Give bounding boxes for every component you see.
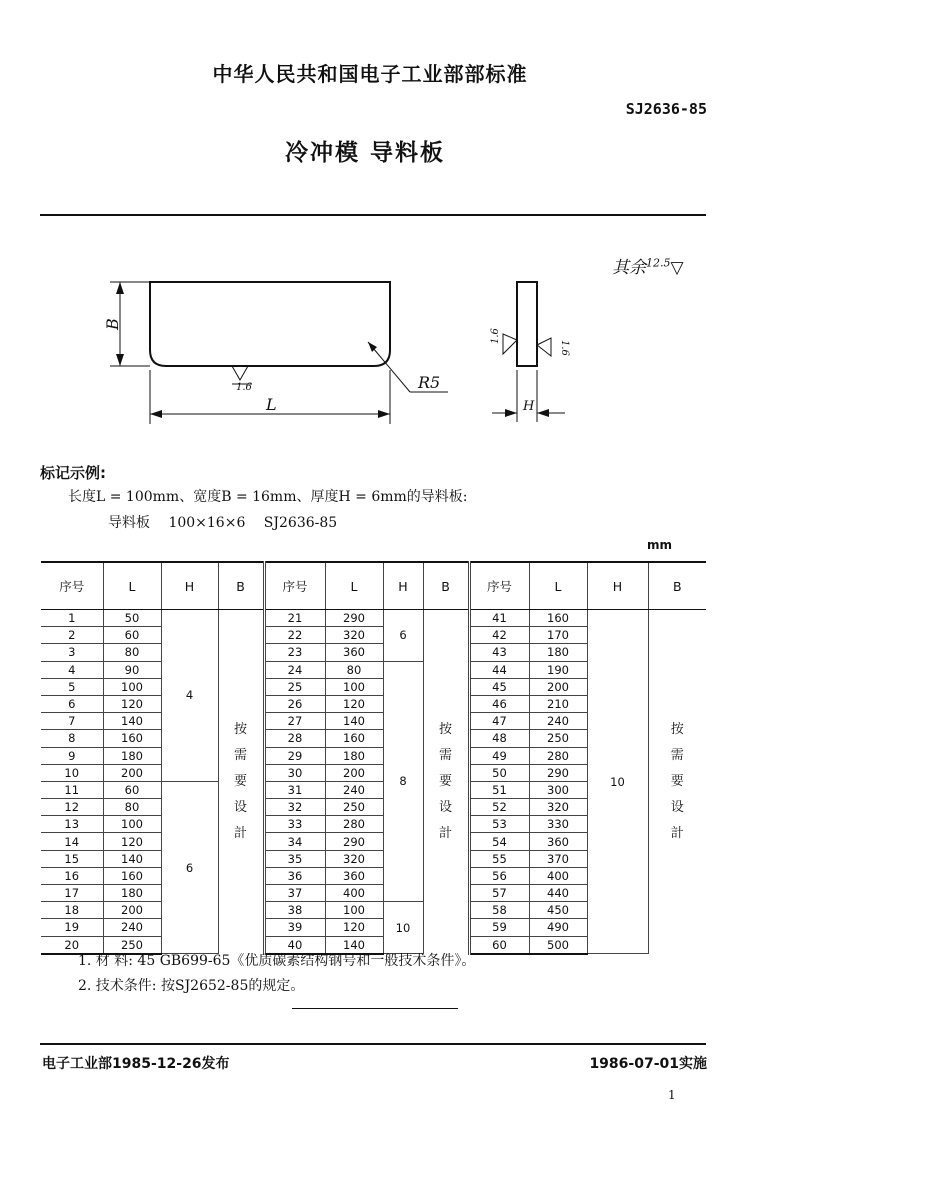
cell-l: 140 <box>325 713 383 730</box>
marking-example-heading: 标记示例: <box>40 464 106 482</box>
document-title: 冷冲模 导料板 <box>284 140 445 166</box>
end-rule <box>292 1008 458 1009</box>
organization-title: 中华人民共和国电子工业部部标准 <box>212 62 528 86</box>
cell-no: 42 <box>469 627 529 644</box>
cell-l: 400 <box>325 885 383 902</box>
cell-no: 57 <box>469 885 529 902</box>
cell-h: 8 <box>383 661 423 902</box>
cell-no: 7 <box>41 713 103 730</box>
cell-no: 11 <box>41 781 103 798</box>
cell-l: 300 <box>529 781 587 798</box>
cell-l: 250 <box>103 936 161 954</box>
plate-front-view <box>150 282 390 366</box>
cell-no: 34 <box>264 833 325 850</box>
cell-no: 51 <box>469 781 529 798</box>
cell-b-char: 計 <box>233 825 247 841</box>
marking-example-description: 长度L = 100mm、宽度B = 16mm、厚度H = 6mm的导料板: <box>68 489 468 505</box>
cell-l: 240 <box>325 781 383 798</box>
cell-no: 40 <box>264 936 325 954</box>
cell-no: 56 <box>469 867 529 884</box>
roughness-right-value: 1.6 <box>559 340 570 356</box>
cell-l: 320 <box>529 799 587 816</box>
cell-no: 55 <box>469 850 529 867</box>
cell-l: 160 <box>529 610 587 627</box>
cell-l: 60 <box>103 781 161 798</box>
cell-no: 28 <box>264 730 325 747</box>
cell-l: 370 <box>529 850 587 867</box>
column-header-b: B <box>648 562 706 610</box>
cell-b-char: 要 <box>438 773 452 789</box>
standard-number: SJ2636-85 <box>625 100 707 118</box>
cell-l: 200 <box>325 764 383 781</box>
cell-l: 290 <box>325 833 383 850</box>
bottom-rule <box>40 1043 706 1045</box>
cell-no: 50 <box>469 764 529 781</box>
cell-no: 12 <box>41 799 103 816</box>
cell-b-char: 要 <box>670 773 684 789</box>
cell-no: 6 <box>41 695 103 712</box>
cell-b-char: 设 <box>438 799 452 815</box>
cell-no: 15 <box>41 850 103 867</box>
table-body <box>41 610 706 954</box>
top-rule <box>40 214 706 216</box>
cell-no: 49 <box>469 747 529 764</box>
cell-l: 80 <box>103 799 161 816</box>
page-number: 1 <box>668 1088 676 1102</box>
note-technical-conditions: 2. 技术条件: 按SJ2652-85的规定。 <box>78 978 305 994</box>
column-header-no: 序号 <box>264 562 325 610</box>
cell-no: 20 <box>41 936 103 954</box>
dim-L-label: L <box>266 395 277 414</box>
roughness-left-icon <box>503 334 517 354</box>
column-header-h: H <box>161 562 218 610</box>
column-header-no: 序号 <box>41 562 103 610</box>
cell-no: 19 <box>41 919 103 936</box>
cell-b-char: 按 <box>438 721 452 737</box>
cell-b-design-as-needed <box>423 610 469 954</box>
cell-l: 140 <box>103 850 161 867</box>
cell-l: 180 <box>325 747 383 764</box>
cell-no: 30 <box>264 764 325 781</box>
unit-label: mm <box>646 538 672 552</box>
cell-no: 41 <box>469 610 529 627</box>
cell-l: 190 <box>529 661 587 678</box>
cell-l: 100 <box>325 678 383 695</box>
cell-l: 180 <box>103 747 161 764</box>
cell-l: 250 <box>325 799 383 816</box>
cell-no: 43 <box>469 644 529 661</box>
issue-date: 电子工业部1985-12-26发布 <box>42 1056 230 1072</box>
cell-no: 37 <box>264 885 325 902</box>
cell-no: 45 <box>469 678 529 695</box>
cell-b-char: 計 <box>438 825 452 841</box>
column-header-no: 序号 <box>469 562 529 610</box>
cell-l: 360 <box>325 867 383 884</box>
cell-l: 200 <box>103 764 161 781</box>
column-header-b: B <box>218 562 264 610</box>
roughness-bottom-value: 1.6 <box>236 382 252 393</box>
roughness-bottom-icon <box>232 366 248 380</box>
table-row <box>41 610 706 627</box>
cell-no: 16 <box>41 867 103 884</box>
cell-l: 50 <box>103 610 161 627</box>
cell-no: 27 <box>264 713 325 730</box>
cell-b-char: 要 <box>233 773 247 789</box>
cell-no: 8 <box>41 730 103 747</box>
dimension-table <box>41 561 706 955</box>
cell-no: 54 <box>469 833 529 850</box>
cell-no: 47 <box>469 713 529 730</box>
cell-l: 140 <box>103 713 161 730</box>
cell-l: 120 <box>325 695 383 712</box>
cell-b-char: 按 <box>233 721 247 737</box>
cell-no: 32 <box>264 799 325 816</box>
cell-l: 360 <box>325 644 383 661</box>
cell-l: 180 <box>529 644 587 661</box>
cell-l: 280 <box>529 747 587 764</box>
cell-no: 4 <box>41 661 103 678</box>
cell-no: 25 <box>264 678 325 695</box>
cell-l: 140 <box>325 936 383 954</box>
cell-h: 6 <box>161 781 218 953</box>
cell-b-char: 按 <box>670 721 684 737</box>
cell-l: 160 <box>103 867 161 884</box>
cell-no: 22 <box>264 627 325 644</box>
cell-no: 2 <box>41 627 103 644</box>
cell-no: 35 <box>264 850 325 867</box>
column-header-h: H <box>587 562 648 610</box>
cell-no: 36 <box>264 867 325 884</box>
cell-l: 200 <box>529 678 587 695</box>
cell-l: 200 <box>103 902 161 919</box>
cell-no: 10 <box>41 764 103 781</box>
table-header <box>41 562 706 610</box>
cell-no: 29 <box>264 747 325 764</box>
cell-no: 17 <box>41 885 103 902</box>
dim-B-label: B <box>103 318 122 330</box>
cell-h: 10 <box>587 610 648 954</box>
cell-l: 180 <box>103 885 161 902</box>
cell-b-char: 需 <box>670 747 684 763</box>
roughness-note-text: 其余 <box>612 258 646 278</box>
cell-l: 280 <box>325 816 383 833</box>
cell-l: 240 <box>529 713 587 730</box>
cell-l: 120 <box>103 695 161 712</box>
cell-b-char: 设 <box>233 799 247 815</box>
cell-b-design-as-needed <box>648 610 706 954</box>
cell-no: 5 <box>41 678 103 695</box>
cell-b-char: 设 <box>670 799 684 815</box>
roughness-check-icon: ▽ <box>670 258 684 278</box>
cell-b-char: 需 <box>233 747 247 763</box>
plate-side-view <box>517 282 537 366</box>
column-header-h: H <box>383 562 423 610</box>
cell-l: 360 <box>529 833 587 850</box>
cell-no: 3 <box>41 644 103 661</box>
cell-l: 100 <box>103 816 161 833</box>
cell-l: 240 <box>103 919 161 936</box>
dim-H-label: H <box>523 399 535 414</box>
cell-no: 18 <box>41 902 103 919</box>
column-header-b: B <box>423 562 469 610</box>
cell-b-char: 計 <box>670 825 684 841</box>
cell-l: 160 <box>325 730 383 747</box>
cell-no: 24 <box>264 661 325 678</box>
cell-no: 1 <box>41 610 103 627</box>
cell-l: 80 <box>103 644 161 661</box>
cell-l: 490 <box>529 919 587 936</box>
cell-h: 4 <box>161 610 218 782</box>
cell-l: 500 <box>529 936 587 954</box>
note-material: 1. 材 料: 45 GB699-65《优质碳素结构钢号和一般技术条件》。 <box>78 953 476 969</box>
cell-no: 44 <box>469 661 529 678</box>
cell-no: 46 <box>469 695 529 712</box>
cell-no: 59 <box>469 919 529 936</box>
cell-h: 6 <box>383 610 423 662</box>
column-header-l: L <box>529 562 587 610</box>
cell-l: 290 <box>529 764 587 781</box>
cell-no: 14 <box>41 833 103 850</box>
cell-l: 320 <box>325 850 383 867</box>
cell-no: 31 <box>264 781 325 798</box>
cell-no: 13 <box>41 816 103 833</box>
cell-no: 33 <box>264 816 325 833</box>
cell-b-design-as-needed <box>218 610 264 954</box>
cell-l: 120 <box>103 833 161 850</box>
cell-no: 60 <box>469 936 529 954</box>
marking-example-designation: 导料板 100×16×6 SJ2636-85 <box>108 515 338 531</box>
cell-l: 160 <box>103 730 161 747</box>
cell-h: 10 <box>383 902 423 954</box>
cell-no: 26 <box>264 695 325 712</box>
column-header-l: L <box>103 562 161 610</box>
cell-no: 48 <box>469 730 529 747</box>
cell-l: 100 <box>325 902 383 919</box>
cell-l: 450 <box>529 902 587 919</box>
cell-no: 58 <box>469 902 529 919</box>
cell-no: 23 <box>264 644 325 661</box>
cell-l: 290 <box>325 610 383 627</box>
cell-no: 21 <box>264 610 325 627</box>
roughness-value: 12.5 <box>646 256 671 270</box>
cell-no: 53 <box>469 816 529 833</box>
cell-l: 400 <box>529 867 587 884</box>
effective-date: 1986-07-01实施 <box>589 1056 707 1072</box>
cell-l: 330 <box>529 816 587 833</box>
cell-l: 170 <box>529 627 587 644</box>
cell-l: 100 <box>103 678 161 695</box>
roughness-left-value: 1.6 <box>490 328 501 344</box>
cell-no: 38 <box>264 902 325 919</box>
cell-no: 39 <box>264 919 325 936</box>
technical-drawing <box>0 230 740 440</box>
cell-l: 80 <box>325 661 383 678</box>
cell-l: 440 <box>529 885 587 902</box>
cell-b-char: 需 <box>438 747 452 763</box>
dim-R-label: R5 <box>418 373 441 392</box>
cell-l: 60 <box>103 627 161 644</box>
cell-l: 210 <box>529 695 587 712</box>
cell-l: 120 <box>325 919 383 936</box>
cell-l: 250 <box>529 730 587 747</box>
cell-no: 52 <box>469 799 529 816</box>
roughness-right-icon <box>537 338 551 356</box>
cell-l: 90 <box>103 661 161 678</box>
cell-no: 9 <box>41 747 103 764</box>
column-header-l: L <box>325 562 383 610</box>
cell-l: 320 <box>325 627 383 644</box>
